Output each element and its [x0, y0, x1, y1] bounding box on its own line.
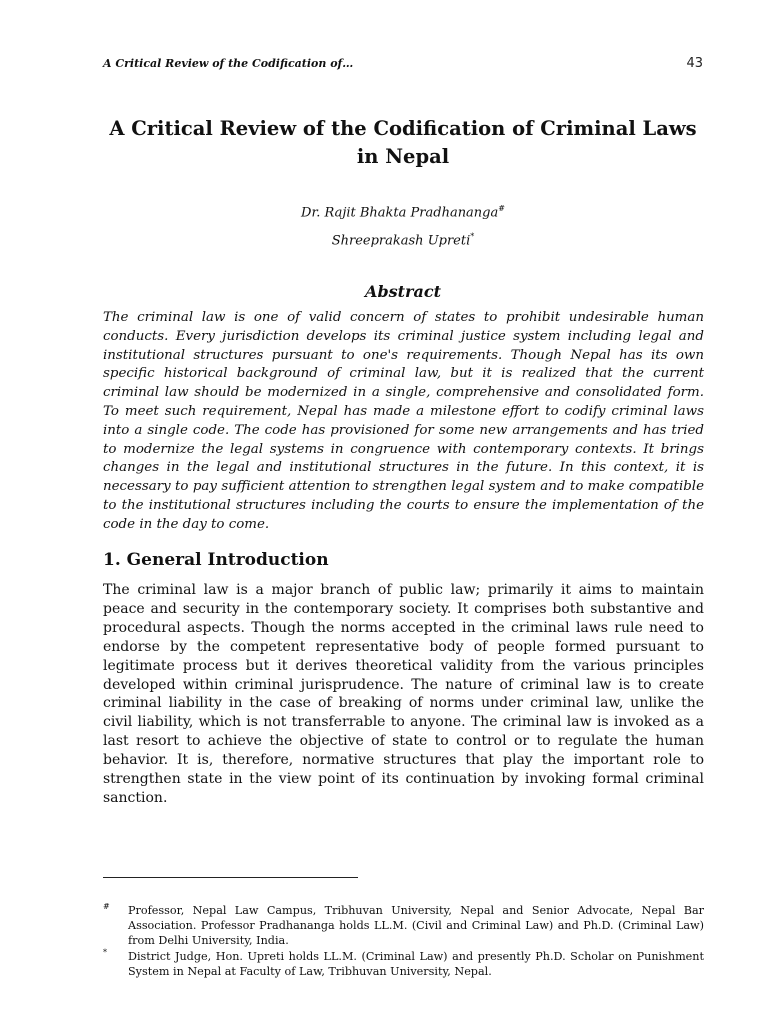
- abstract-heading: Abstract: [365, 282, 441, 301]
- page-number: 43: [686, 56, 703, 71]
- footnote-divider: [103, 877, 358, 878]
- author-1: [103, 204, 703, 220]
- section-text: The criminal law is a major branch of public law; primarily it aims to maintain peace and security in the contemporary society. It comprises both substantive and procedural aspects. Though the norms accepted in the criminal laws rule need to endorse by the competent representative body of people formed pursuant to legitimate process but it derives theoretical validity from the various principles developed within criminal jurisprudence. The nature of criminal law is to create criminal liability in the case of breaking of norms under criminal law, unlike the civil liability, which is not transferrable to anyone. The criminal law is invoked as a last resort to achieve the objective of state to control or to regulate the human behavior. It is, therefore, normative structures that play the important role to strengthen state in the view point of its continuation by invoking formal criminal sanction.: [103, 582, 704, 806]
- footnotes: [103, 903, 704, 979]
- author-2: [103, 232, 703, 248]
- running-head: A Critical Review of the Codification of…: [103, 57, 354, 70]
- section-heading: 1. General Introduction: [103, 550, 329, 570]
- footnote-2: [103, 949, 704, 979]
- author-2-name: Shreeprakash Upreti: [331, 233, 471, 249]
- author-1-mark: #: [498, 204, 505, 213]
- footnote-1-mark: #: [103, 902, 110, 911]
- paper-title: A Critical Review of the Codification of Criminal Laws in Nepal: [109, 117, 697, 168]
- footnote-1-text: Professor, Nepal Law Campus, Tribhuvan University, Nepal and Senior Advocate, Nepal Bar Association. Professor Pradhananga holds LL.M. (Civil and Criminal Law) and Ph.D. (Criminal Law) from Delhi University, India.: [128, 904, 704, 948]
- footnote-1: [103, 903, 704, 949]
- abstract-text: The criminal law is one of valid concern of states to prohibit undesirable human conducts. Every jurisdiction develops its criminal justice system including legal and institutional structures pursuant to one's requirements. Though Nepal has its own specific historical background of criminal law, but it is realized that the current criminal law should be modernized in a single, comprehensive and consolidated form. To meet such requirement, Nepal has made a milestone effort to codify criminal laws into a single code. The code has provisioned for some new arrangements and has tried to modernize the legal systems in congruence with contemporary contexts. It brings changes in the legal and institutional structures in the future. In this context, it is necessary to pay sufficient attention to strengthen legal system and to make compatible to the institutional structures including the courts to ensure the implementation of the code in the day to come.: [103, 310, 704, 532]
- footnote-2-text: District Judge, Hon. Upreti holds LL.M. (Criminal Law) and presently Ph.D. Scholar on Punishment System in Nepal at Faculty of Law, Tribhuvan University, Nepal.: [128, 949, 704, 978]
- footnote-2-mark: *: [103, 947, 107, 957]
- author-1-name: Dr. Rajit Bhakta Pradhananga: [301, 205, 499, 221]
- author-2-mark: *: [470, 232, 475, 241]
